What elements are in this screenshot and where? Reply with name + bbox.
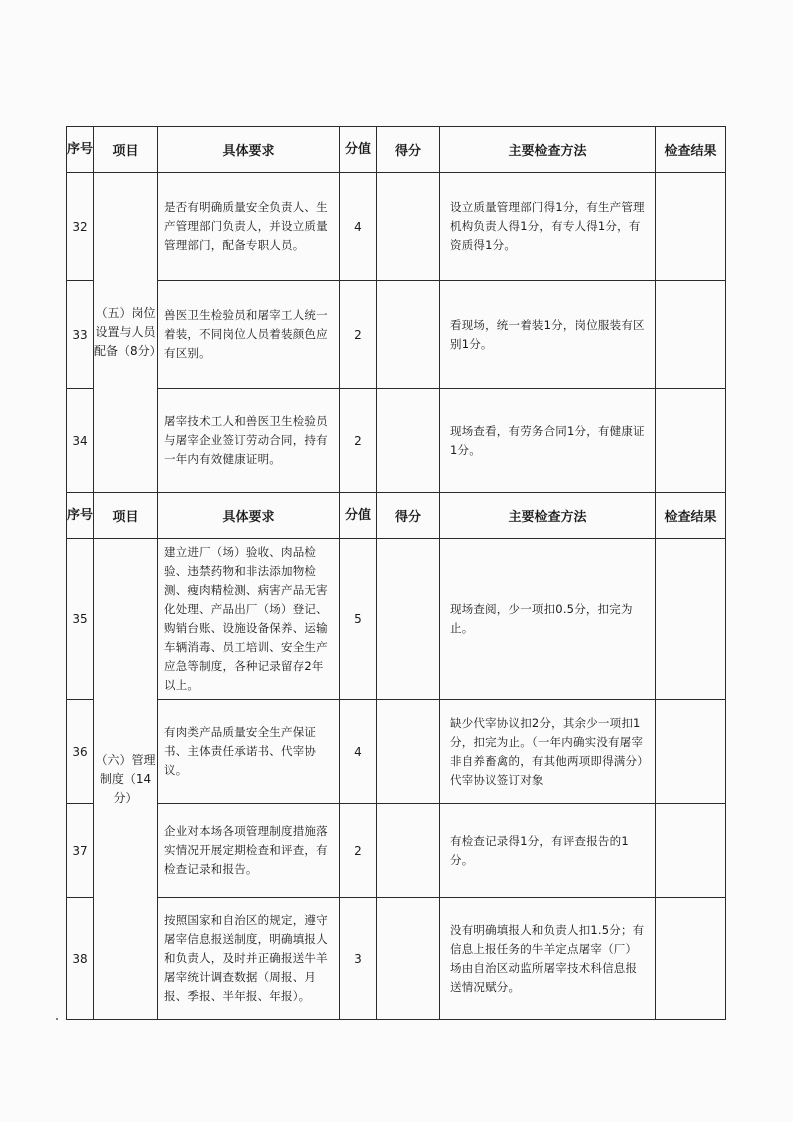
- row-no: 32: [67, 173, 94, 281]
- table-header-row: [67, 127, 726, 173]
- row-get: [377, 539, 440, 700]
- row-no: 34: [67, 389, 94, 493]
- header-method: 主要检查方法: [440, 127, 656, 173]
- row-get: [377, 389, 440, 493]
- row-score: 5: [340, 539, 377, 700]
- table-row: [67, 539, 726, 700]
- table-row: [67, 700, 726, 804]
- header-no: 序号: [67, 127, 94, 173]
- row-requirement: 按照国家和自治区的规定，遵守屠宰信息报送制度，明确填报人和负责人，及时并正确报送牛羊屠宰统计调查数据（周报、月报、季报、半年报、年报）。: [158, 898, 340, 1020]
- row-get: [377, 281, 440, 389]
- row-requirement: 建立进厂（场）验收、肉品检验、违禁药物和非法添加物检测、瘦肉精检测、病害产品无害化处理、产品出厂（场）登记、购销台账、设施设备保养、运输车辆消毒、员工培训、安全生产应急等制度，各种记录留存2年以上。: [158, 539, 340, 700]
- row-result: [656, 804, 726, 898]
- row-score: 4: [340, 700, 377, 804]
- header-get: 得分: [377, 127, 440, 173]
- header-result: 检查结果: [656, 493, 726, 539]
- header-method: 主要检查方法: [440, 493, 656, 539]
- row-method: 有检查记录得1分，有评查报告的1分。: [440, 804, 656, 898]
- row-no: 38: [67, 898, 94, 1020]
- inspection-table-2: [66, 492, 726, 1020]
- table-row: [67, 281, 726, 389]
- row-result: [656, 898, 726, 1020]
- header-item: 项目: [94, 493, 158, 539]
- inspection-table-1: [66, 126, 726, 493]
- header-item: 项目: [94, 127, 158, 173]
- row-score: 2: [340, 389, 377, 493]
- section-item-label: （五）岗位设置与人员配备（8分）: [94, 173, 158, 493]
- header-score: 分值: [340, 493, 377, 539]
- row-requirement: 有肉类产品质量安全生产保证书、主体责任承诺书、代宰协议。: [158, 700, 340, 804]
- row-requirement: 企业对本场各项管理制度措施落实情况开展定期检查和评查，有检查记录和报告。: [158, 804, 340, 898]
- table-header-row: [67, 493, 726, 539]
- row-method: 现场查阅，少一项扣0.5分，扣完为止。: [440, 539, 656, 700]
- row-get: [377, 700, 440, 804]
- table-row: [67, 173, 726, 281]
- row-no: 36: [67, 700, 94, 804]
- row-method: 现场查看，有劳务合同1分，有健康证1分。: [440, 389, 656, 493]
- row-score: 4: [340, 173, 377, 281]
- table-row: [67, 898, 726, 1020]
- row-result: [656, 700, 726, 804]
- row-method: 看现场，统一着装1分，岗位服装有区别1分。: [440, 281, 656, 389]
- header-result: 检查结果: [656, 127, 726, 173]
- row-method: 没有明确填报人和负责人扣1.5分；有信息上报任务的牛羊定点屠宰（厂）场由自治区动监所屠宰技术科信息报送情况赋分。: [440, 898, 656, 1020]
- row-no: 37: [67, 804, 94, 898]
- row-method: 设立质量管理部门得1分，有生产管理机构负责人得1分，有专人得1分，有资质得1分。: [440, 173, 656, 281]
- header-req: 具体要求: [158, 127, 340, 173]
- row-result: [656, 281, 726, 389]
- row-no: 33: [67, 281, 94, 389]
- row-score: 2: [340, 804, 377, 898]
- row-requirement: 屠宰技术工人和兽医卫生检验员与屠宰企业签订劳动合同，持有一年内有效健康证明。: [158, 389, 340, 493]
- row-method: 缺少代宰协议扣2分，其余少一项扣1分，扣完为止。（一年内确实没有屠宰非自养畜禽的，有其他两项即得满分）代宰协议签订对象: [440, 700, 656, 804]
- row-result: [656, 539, 726, 700]
- row-get: [377, 173, 440, 281]
- row-get: [377, 804, 440, 898]
- row-result: [656, 389, 726, 493]
- table-row: [67, 389, 726, 493]
- row-score: 2: [340, 281, 377, 389]
- row-get: [377, 898, 440, 1020]
- row-requirement: 兽医卫生检验员和屠宰工人统一着装，不同岗位人员着装颜色应有区别。: [158, 281, 340, 389]
- header-no: 序号: [67, 493, 94, 539]
- row-requirement: 是否有明确质量安全负责人、生产管理部门负责人，并设立质量管理部门，配备专职人员。: [158, 173, 340, 281]
- row-score: 3: [340, 898, 377, 1020]
- row-result: [656, 173, 726, 281]
- header-get: 得分: [377, 493, 440, 539]
- table-row: [67, 804, 726, 898]
- scan-mark: [56, 1018, 58, 1020]
- section-item-label: （六）管理制度（14分）: [94, 539, 158, 1020]
- header-score: 分值: [340, 127, 377, 173]
- header-req: 具体要求: [158, 493, 340, 539]
- row-no: 35: [67, 539, 94, 700]
